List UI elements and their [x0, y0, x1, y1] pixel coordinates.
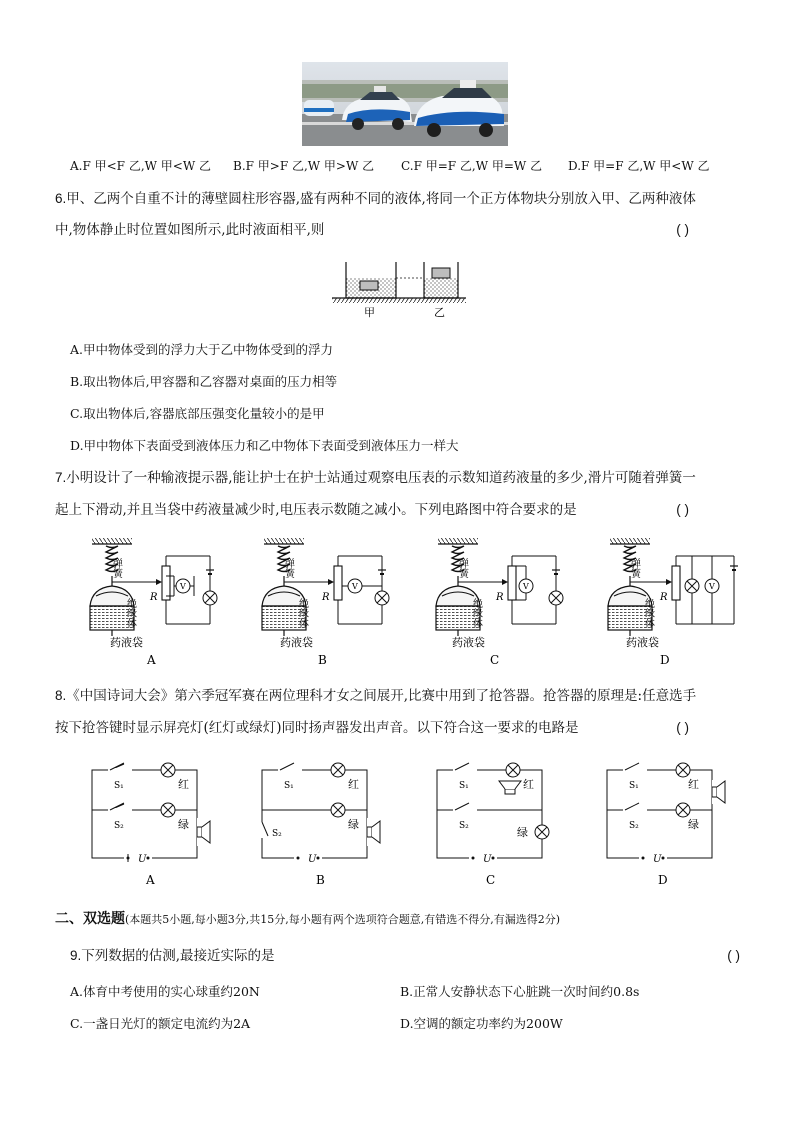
q7-choice-c: C: [490, 653, 500, 667]
insulator-label-b: 绝缘体: [296, 598, 308, 628]
s1-label-b: S₁: [284, 781, 294, 791]
s1-label-c: S₁: [459, 781, 469, 791]
q9-option-c: C.一盏日光灯的额定电流约为2A: [70, 1016, 251, 1031]
voltmeter-v-a: V: [180, 582, 186, 591]
s1-label-d: S₁: [629, 781, 639, 791]
question-number: 7.: [55, 470, 67, 485]
question-text-line2: 中,物体静止时位置如图所示,此时液面相平,则: [55, 222, 325, 238]
q5-option-a: A.F 甲<F 乙,W 甲<W 乙: [70, 159, 211, 173]
answer-blank: ( ): [676, 720, 689, 735]
spring-label-a: 弹簧: [110, 558, 122, 578]
q7-option-c-circuit: [436, 538, 563, 636]
s2-label-a: S₂: [114, 821, 124, 831]
answer-blank: ( ): [676, 222, 689, 237]
red-label-c: 红: [523, 778, 534, 791]
q8-circuit-figures: [80, 758, 740, 888]
voltmeter-v-d: V: [709, 582, 715, 591]
voltmeter-v-c: V: [523, 582, 529, 591]
q8-option-a-circuit: [92, 763, 210, 862]
q7-choice-b: B: [318, 653, 327, 667]
q6-option-b: B.取出物体后,甲容器和乙容器对桌面的压力相等: [70, 374, 338, 389]
q5-options: [70, 157, 730, 175]
green-label-b: 绿: [348, 818, 359, 831]
q8-option-b-circuit: [260, 763, 380, 860]
bag-label-b: 药液袋: [280, 636, 313, 649]
green-label-a: 绿: [178, 818, 189, 831]
question-9: [70, 942, 746, 970]
s2-label-b: S₂: [272, 829, 282, 839]
q7-choice-d: D: [660, 653, 670, 667]
spring-label-b: 弹簧: [282, 558, 294, 578]
bag-label-a: 药液袋: [110, 636, 143, 649]
q9-option-d: D.空调的额定功率约为200W: [400, 1016, 563, 1031]
label-yi: 乙: [434, 306, 445, 319]
bag-label-d: 药液袋: [626, 636, 659, 649]
question-text-line2: 按下抢答键时显示屏亮灯(红灯或绿灯)同时扬声器发出声音。以下符合这一要求的电路是: [55, 720, 579, 736]
voltmeter-v-b: V: [352, 582, 358, 591]
spring-label-d: 弹簧: [628, 558, 640, 578]
question-number: 9.: [70, 948, 82, 963]
u-label-a: U: [138, 854, 147, 865]
section-heading: [55, 908, 560, 928]
q8-option-d-circuit: [607, 763, 725, 860]
r-label-d: R: [660, 592, 668, 603]
green-label-c: 绿: [517, 826, 528, 839]
q7-option-a-circuit: [90, 538, 217, 636]
s1-label-a: S₁: [114, 781, 124, 791]
q8-choice-b: B: [316, 873, 325, 887]
question-6: [55, 185, 745, 241]
q8-choice-a: A: [146, 873, 155, 887]
q6-containers-figure: [330, 254, 470, 320]
question-number: 6.: [55, 191, 67, 206]
s2-label-c: S₂: [459, 821, 469, 831]
q5-option-c: C.F 甲=F 乙,W 甲=W 乙: [401, 159, 543, 173]
r-label-a: R: [150, 592, 158, 603]
r-label-b: R: [322, 592, 330, 603]
q5-option-d: D.F 甲=F 乙,W 甲<W 乙: [568, 159, 710, 173]
answer-blank: ( ): [676, 502, 689, 517]
red-label-a: 红: [178, 778, 189, 791]
question-text: 下列数据的估测,最接近实际的是: [81, 948, 275, 964]
insulator-label-c: 绝缘体: [470, 598, 482, 628]
q8-choice-c: C: [486, 873, 496, 887]
bag-label-c: 药液袋: [452, 636, 485, 649]
answer-blank: ( ): [727, 948, 740, 963]
self-driving-cars-photo: [302, 62, 508, 146]
q5-option-b: B.F 甲>F 乙,W 甲>W 乙: [233, 159, 375, 173]
question-number: 8.: [55, 688, 67, 703]
question-text: 《中国诗词大会》第六季冠军赛在两位理科才女之间展开,比赛中用到了抢答器。抢答器的原理是:任意选手: [66, 688, 697, 704]
spring-label-c: 弹簧: [456, 558, 468, 578]
label-jia: 甲: [364, 306, 375, 319]
u-label-b: U: [308, 854, 317, 865]
insulator-label-a: 绝缘体: [124, 598, 136, 628]
q9-option-b: B.正常人安静状态下心脏跳一次时间约0.8s: [400, 984, 640, 999]
q6-option-c: C.取出物体后,容器底部压强变化量较小的是甲: [70, 406, 325, 421]
question-8: [55, 682, 745, 738]
section-note: (本题共5小题,每小题3分,共15分,每小题有两个选项符合题意,有错选不得分,有漏选得2分): [125, 913, 561, 926]
question-text: 甲、乙两个自重不计的薄壁圆柱形容器,盛有两种不同的液体,将同一个正方体物块分别放入甲、乙两种液体: [66, 191, 696, 207]
r-label-c: R: [496, 592, 504, 603]
q7-choice-a: A: [147, 653, 156, 667]
red-label-d: 红: [688, 778, 699, 791]
insulator-label-d: 绝缘体: [642, 598, 654, 628]
question-text-line2: 起上下滑动,并且当袋中药液量减少时,电压表示数随之减小。下列电路图中符合要求的是: [55, 502, 577, 518]
q6-option-d: D.甲中物体下表面受到液体压力和乙中物体下表面受到液体压力一样大: [70, 438, 459, 453]
question-7: [55, 464, 745, 520]
s2-label-d: S₂: [629, 821, 639, 831]
u-label-c: U: [483, 854, 492, 865]
question-text: 小明设计了一种输液提示器,能让护士在护士站通过观察电压表的示数知道药液量的多少,滑片可随着弹簧一: [66, 470, 696, 486]
section-title: 二、双选题: [55, 910, 125, 926]
q7-option-b-circuit: [262, 538, 389, 636]
red-label-b: 红: [348, 778, 359, 791]
q9-option-a: A.体育中考使用的实心球重约20N: [70, 984, 260, 999]
green-label-d: 绿: [688, 818, 699, 831]
q7-circuit-figures: [70, 536, 750, 668]
q8-choice-d: D: [658, 873, 668, 887]
q7-option-d-circuit: [608, 538, 738, 636]
u-label-d: U: [653, 854, 662, 865]
q6-option-a: A.甲中物体受到的浮力大于乙中物体受到的浮力: [70, 342, 334, 357]
